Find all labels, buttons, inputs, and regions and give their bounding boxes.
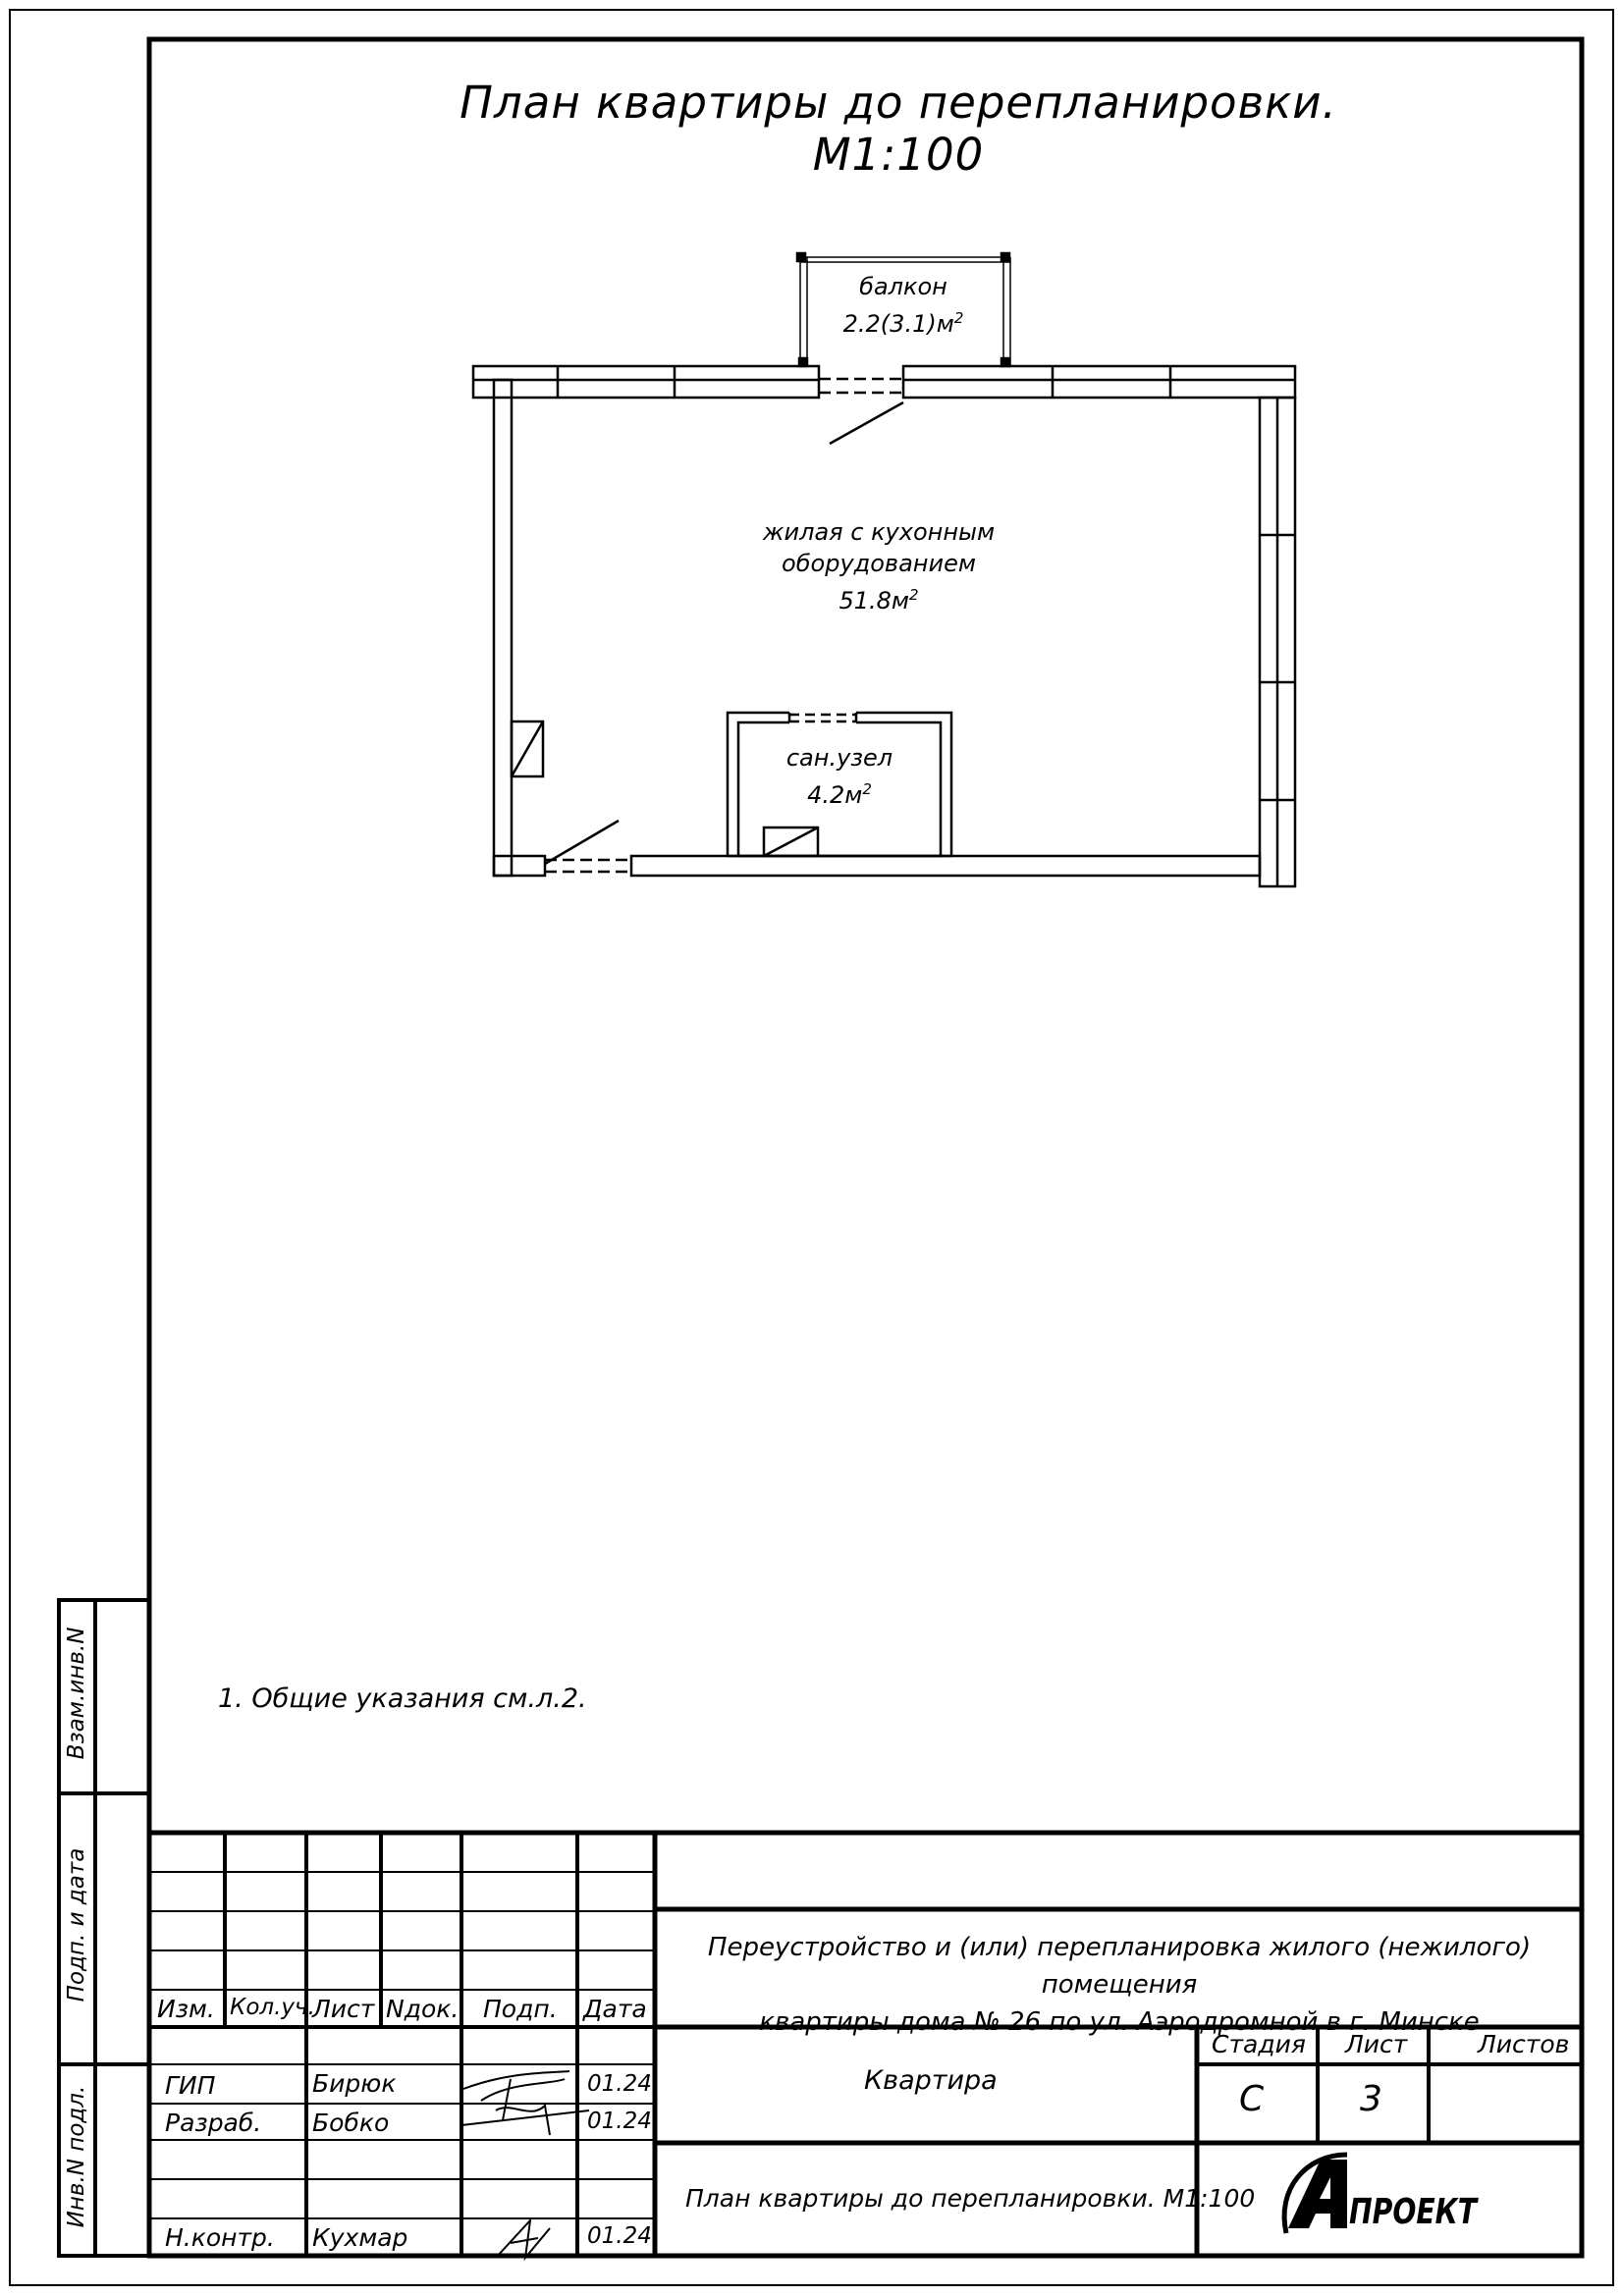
- company-logo: [1284, 2155, 1479, 2233]
- drawing-title: План квартиры до перепланировки. М1:100: [460, 77, 1337, 181]
- bathroom-area: $4.2м^2$: [807, 780, 872, 809]
- header-data: Дата: [583, 1995, 647, 2023]
- bathroom-label: [766, 742, 913, 811]
- project-line2: квартиры дома № 26 по ул. Аэродромной в г. Минске: [759, 2007, 1480, 2037]
- role-nkontr: Н.контр.: [165, 2223, 275, 2252]
- project-description: [668, 1929, 1571, 2041]
- balcony-name: балкон: [859, 273, 947, 300]
- living-room-name-line1: жилая с кухонным: [762, 518, 996, 546]
- header-list: Лист: [312, 1995, 375, 2023]
- general-note: 1. Общие указания см.л.2.: [218, 1683, 587, 1714]
- stage-label: Стадия: [1212, 2030, 1306, 2058]
- header-kol-uch: Кол.уч.: [230, 1995, 315, 2020]
- sheet-value: 3: [1360, 2079, 1382, 2119]
- date-razrab: 01.24: [587, 2109, 652, 2134]
- sheet-label: Лист: [1345, 2030, 1408, 2058]
- sheet-title: План квартиры до перепланировки. М1:100: [685, 2184, 1256, 2213]
- main-frame: [149, 39, 1582, 2256]
- signatures: [461, 2071, 589, 2258]
- side-label-podp: Подп. и дата: [64, 1847, 89, 2002]
- balcony-area: $2.2(3.1)м^2$: [842, 309, 964, 338]
- living-room-label: [727, 516, 1031, 616]
- header-izm: Изм.: [157, 1995, 215, 2023]
- role-razrab: Разраб.: [165, 2109, 262, 2137]
- date-gip: 01.24: [587, 2071, 652, 2097]
- balcony-label: [825, 271, 982, 340]
- date-nkontr: 01.24: [587, 2223, 652, 2249]
- object-name: Квартира: [864, 2065, 998, 2096]
- stage-value: С: [1239, 2079, 1265, 2119]
- role-gip: ГИП: [165, 2071, 216, 2100]
- living-room-area: $51.8м^2$: [839, 586, 919, 614]
- name-nkontr: Кухмар: [312, 2223, 408, 2252]
- project-line1: Переустройство и (или) перепланировка жилого (нежилого) помещения: [707, 1933, 1532, 2000]
- side-label-vzam: Взам.инв.N: [64, 1627, 89, 1760]
- bathroom-name: сан.узел: [785, 744, 893, 772]
- side-label-inv: Инв.N подл.: [64, 2085, 89, 2228]
- name-gip: Бирюк: [312, 2069, 397, 2098]
- header-ndok: Nдок.: [386, 1995, 460, 2023]
- living-room-name-line2: оборудованием: [782, 550, 976, 577]
- svg-text:ПРОЕКТ: ПРОЕКТ: [1349, 2192, 1479, 2232]
- name-razrab: Бобко: [312, 2109, 390, 2137]
- sheets-label: Листов: [1478, 2030, 1570, 2058]
- header-podp: Подп.: [483, 1995, 558, 2023]
